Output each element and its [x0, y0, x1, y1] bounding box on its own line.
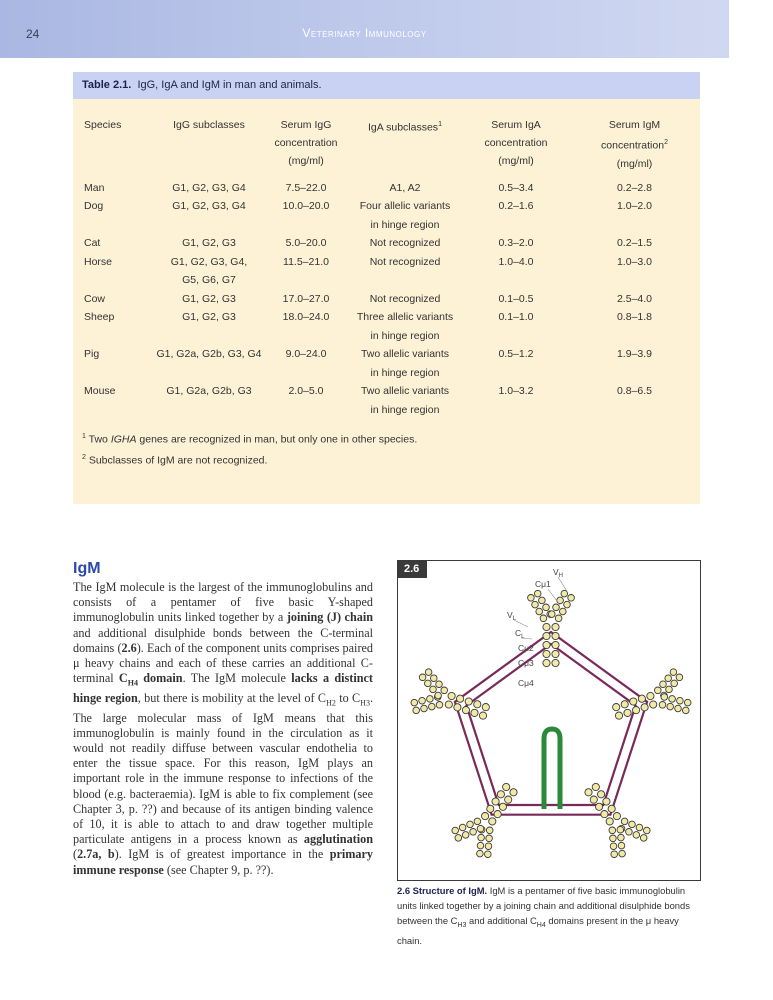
ig-domain: [543, 604, 550, 611]
ig-domain: [435, 692, 442, 699]
col-header-iga-subclasses: [347, 116, 463, 173]
label-cmu1: Cμ1: [535, 579, 551, 589]
table-row: [73, 234, 700, 253]
ig-domain: [503, 783, 510, 790]
ig-domain: [462, 832, 469, 839]
ig-domain: [676, 674, 683, 681]
ig-domain: [644, 827, 651, 834]
ig-domain: [630, 698, 637, 705]
label-vh: $V_H$: [553, 567, 564, 579]
immunoglobulin-table: [73, 116, 700, 419]
ig-domain: [539, 597, 546, 604]
cell-line: in hinge region: [370, 403, 440, 416]
ig-domain: [478, 834, 485, 841]
ig-domain: [606, 818, 613, 825]
cell-line: A1, A2: [389, 181, 421, 194]
footnote-mark: 2: [82, 454, 86, 461]
ig-domain: [474, 818, 481, 825]
table-cell-igm-conc: 1.0–2.0: [616, 200, 653, 212]
ig-domain: [430, 686, 437, 693]
table-cell-igm-conc: 0.8–1.8: [616, 311, 653, 323]
ig-domain: [624, 709, 631, 716]
header-line: (mg/ml): [616, 157, 653, 170]
body-text: The IgM molecule is the largest of the immunoglobulins and consists of a pentamer of five basic Y-shaped immunoglobulin units linked together by a: [73, 580, 373, 625]
ig-domain: [543, 623, 550, 630]
label-cmu4: Cμ4: [518, 678, 534, 688]
cell-line: G1, G2, G3: [182, 292, 236, 305]
table-cell-species: Pig: [84, 348, 100, 360]
ig-domain: [667, 703, 674, 710]
table-cell-iga-conc: 0.2–1.6: [498, 200, 534, 212]
caption-text: IgM is a pentamer of five basic immunoglobulin units linked together by a joining chain and additional disulphide bonds between the C: [397, 885, 690, 927]
label-cmu2: Cμ2: [518, 643, 534, 653]
ig-domain: [568, 595, 575, 602]
ig-domain: [419, 674, 426, 681]
ig-domain: [553, 604, 560, 611]
body-bold: [118, 671, 183, 688]
ig-domain: [621, 701, 628, 708]
ig-domain: [534, 590, 541, 597]
table-2-1: [73, 72, 700, 504]
figure-label: 2.6: [398, 561, 427, 578]
table-row: [73, 345, 700, 382]
footnote-1: [82, 433, 417, 446]
ig-domain: [619, 850, 626, 857]
table-cell-igg: [153, 290, 265, 309]
ig-domain: [487, 805, 494, 812]
ig-domain: [459, 824, 466, 831]
ig-domain: [477, 842, 484, 849]
ig-domain: [601, 811, 608, 818]
ig-domain: [555, 615, 562, 622]
figure-2-6: [397, 560, 701, 881]
table-cell-igg: [153, 308, 265, 345]
cell-line: G1, G2a, G2b, G3, G4: [156, 348, 262, 360]
igm-monomer-unit: [613, 669, 691, 719]
header-text: concentration: [601, 139, 665, 152]
table-cell-iga-sub: [347, 197, 463, 234]
ig-domain: [684, 699, 691, 706]
ig-domain: [617, 826, 624, 833]
table-cell-iga-conc: 1.0–4.0: [498, 255, 534, 268]
table-caption-text: IgG, IgA and IgM in man and animals.: [137, 79, 322, 91]
disulphide-bond-ring: [455, 632, 647, 815]
caption-label: 2.6 Structure of IgM.: [397, 885, 488, 896]
ig-domain: [603, 798, 610, 805]
table-row: [73, 290, 700, 309]
ig-domain: [467, 821, 474, 828]
ig-domain: [610, 843, 617, 850]
j-chain: [544, 729, 560, 809]
cell-line: Not recognized: [369, 237, 441, 249]
ig-domain: [650, 701, 657, 708]
pentamer-units: [411, 590, 691, 857]
disulphide-links: [455, 632, 647, 815]
body-subscript: H4: [127, 678, 138, 688]
table-cell-iga-conc: 0.1–0.5: [498, 292, 534, 305]
label-vl: $V_L$: [507, 610, 517, 622]
body-text: ). Each of the component units comprises paired μ heavy chains and each of these carries an additional C-terminal: [73, 640, 374, 686]
ig-domain: [655, 687, 662, 694]
ig-domain: [543, 659, 550, 666]
cell-line: Two allelic variants: [360, 385, 450, 397]
ig-domain: [482, 704, 489, 711]
caption-text: domains present in the μ heavy chain.: [397, 915, 679, 947]
cell-line: Two allelic variants: [360, 348, 450, 360]
ig-domain: [532, 601, 539, 608]
cell-line: Three allelic variants: [356, 311, 454, 323]
body-text: to C: [335, 690, 361, 705]
ig-domain: [427, 696, 434, 703]
table-cell-igm-conc: 0.8–6.5: [616, 385, 653, 397]
ig-domain: [633, 832, 640, 839]
ig-domain: [609, 827, 616, 834]
ig-domain: [421, 705, 428, 712]
caption-text: and additional C: [466, 915, 537, 927]
igm-monomer-unit: [411, 669, 489, 719]
table-cell-species: Man: [84, 181, 105, 194]
col-header-igg-subclasses: IgG subclasses: [173, 119, 245, 131]
label-cl: $C_L$: [515, 628, 525, 640]
table-cell-igg-conc: 18.0–24.0: [282, 311, 330, 323]
table-cell-iga-sub: [347, 308, 463, 345]
body-subscript: H3: [360, 698, 370, 708]
ig-domain: [638, 695, 645, 702]
table-cell-igm-conc: 0.2–2.8: [616, 181, 653, 194]
table-cell-species: Cow: [84, 292, 106, 305]
disulphide-bond-ring: [466, 644, 635, 805]
table-cell-iga-sub: [347, 290, 463, 309]
table-cell-igg-conc: 5.0–20.0: [285, 237, 327, 249]
figure-caption: [397, 883, 697, 949]
footnote-2: [82, 454, 267, 467]
ig-domain: [615, 712, 622, 719]
ig-domain: [590, 796, 597, 803]
footnote-mark: 2: [664, 139, 668, 146]
footnote-text: Subclasses of IgM are not recognized.: [88, 454, 268, 467]
ig-domain: [683, 707, 690, 714]
header-line: Serum IgM: [608, 119, 661, 131]
ig-domain: [640, 835, 647, 842]
ig-domain: [675, 705, 682, 712]
table-cell-igg: [153, 253, 265, 290]
ig-domain: [486, 827, 493, 834]
ig-domain: [592, 783, 599, 790]
ig-domain: [485, 843, 492, 850]
ig-domain: [477, 825, 484, 832]
ig-domain: [474, 701, 481, 708]
table-cell-igg: [153, 345, 265, 382]
ig-domain: [492, 798, 499, 805]
ig-domain: [510, 789, 517, 796]
header-line: [572, 134, 697, 155]
table-cell-igg-conc: 17.0–27.0: [282, 292, 330, 305]
body-text: (: [73, 847, 78, 862]
cell-line: in hinge region: [370, 329, 440, 342]
table-cell-iga-conc: 0.1–1.0: [498, 311, 534, 323]
ig-domain: [552, 632, 559, 639]
table-cell-igg-conc: 10.0–20.0: [282, 200, 330, 212]
cell-line: G1, G2a, G2b, G3: [166, 385, 252, 397]
ig-domain: [425, 669, 432, 676]
ig-domain: [552, 623, 559, 630]
table-cell-species: Sheep: [84, 311, 115, 323]
table-cell-igm-conc: 1.0–3.0: [616, 255, 653, 268]
ig-domain: [457, 695, 464, 702]
header-line: Serum IgG: [280, 119, 332, 131]
body-text: , but there is mobility at the level of C: [137, 690, 327, 705]
cell-line: in hinge region: [370, 366, 440, 379]
table-cell-igm-conc: 0.2–1.5: [616, 237, 653, 249]
cell-line: Not recognized: [369, 292, 441, 305]
body-bold: primary immune response: [73, 847, 374, 877]
ig-domain: [611, 851, 618, 858]
ig-domain: [543, 641, 550, 648]
cell-line: in hinge region: [370, 218, 440, 231]
table-cell-species: Dog: [84, 200, 104, 212]
footnote-mark: 1: [82, 433, 86, 440]
ig-domain: [629, 821, 636, 828]
ig-domain: [479, 712, 486, 719]
body-bold: lacks a distinct hinge region: [73, 671, 373, 705]
table-cell-igg-conc: 9.0–24.0: [285, 348, 327, 360]
body-text: ). IgM is of greatest importance in the: [114, 847, 330, 862]
table-cell-igg-conc: 2.0–5.0: [288, 385, 324, 397]
figure-reference: 2.6: [121, 640, 137, 655]
caption-subscript: H4: [536, 922, 546, 930]
table-row: [73, 253, 700, 290]
ig-domain: [536, 608, 543, 615]
table-cell-igm-conc: 2.5–4.0: [616, 292, 653, 305]
cell-line: G1, G2, G3, G4: [172, 200, 246, 212]
ig-domain: [557, 597, 564, 604]
ig-domain: [621, 818, 628, 825]
ig-domain: [585, 789, 592, 796]
ig-domain: [540, 615, 547, 622]
ig-domain: [598, 791, 605, 798]
body-subscript: H2: [326, 698, 336, 708]
ig-domain: [497, 791, 504, 798]
header-line: concentration: [274, 137, 338, 149]
page-header: [0, 0, 729, 58]
figure-reference: 2.7a, b: [77, 847, 115, 862]
cell-line: G1, G2, G3, G4: [172, 181, 246, 194]
ig-domain: [411, 699, 418, 706]
ig-domain: [455, 835, 462, 842]
ig-domain: [552, 650, 559, 657]
col-header-serum-igm: [569, 116, 700, 173]
ig-domain: [489, 818, 496, 825]
ig-domain: [436, 681, 443, 688]
ig-domain: [560, 608, 567, 615]
table-cell-iga-conc: 0.5–1.2: [498, 348, 534, 360]
ig-domain: [666, 686, 673, 693]
body-paragraph: [73, 580, 373, 878]
body-text: . The IgM molecule: [182, 671, 292, 686]
body-bold: joining (J) chain: [286, 610, 373, 625]
cell-line: G5, G6, G7: [182, 274, 236, 286]
footnote-italic: IGHA: [110, 433, 137, 446]
ig-domain: [670, 669, 677, 676]
table-cell-iga-sub: [347, 253, 463, 290]
table-header-row: [73, 116, 700, 173]
ig-domain: [613, 704, 620, 711]
igm-pentamer-diagram: [398, 561, 700, 880]
table-cell-igg: [153, 197, 265, 234]
label-cmu3: Cμ3: [518, 658, 534, 668]
ig-domain: [471, 709, 478, 716]
body-text: (see Chapter 9, p. ??).: [163, 862, 274, 877]
ig-domain: [669, 696, 676, 703]
table-caption-label: Table 2.1.: [82, 79, 132, 91]
ig-domain: [608, 805, 615, 812]
table-cell-iga-sub: [347, 179, 463, 198]
ig-domain: [671, 680, 678, 687]
ig-domain: [613, 813, 620, 820]
table-row: [73, 179, 700, 198]
table-cell-iga-conc: 1.0–3.2: [498, 385, 534, 397]
header-line: concentration: [484, 137, 548, 149]
header-line: (mg/ml): [288, 155, 324, 167]
ig-domain: [452, 827, 459, 834]
ig-domain: [610, 835, 617, 842]
ig-domain: [448, 692, 455, 699]
table-cell-iga-sub: [347, 345, 463, 382]
caption-subscript: H3: [457, 922, 467, 930]
table-cell-igg: [153, 179, 265, 198]
cell-line: G1, G2, G3: [182, 311, 236, 323]
header-line: Serum IgA: [491, 119, 541, 131]
table-cell-species: Cat: [84, 237, 101, 249]
ig-domain: [505, 796, 512, 803]
ig-domain: [494, 811, 501, 818]
page-number: 24: [26, 27, 40, 41]
table-row: [73, 197, 700, 234]
col-header-serum-igg: [265, 116, 347, 173]
ig-domain: [641, 704, 648, 711]
col-header-species: Species: [84, 119, 122, 131]
table-row: [73, 308, 700, 345]
ig-domain: [618, 842, 625, 849]
ig-domain: [482, 813, 489, 820]
ig-domain: [636, 824, 643, 831]
ig-domain: [549, 611, 556, 618]
table-cell-igg-conc: 7.5–22.0: [285, 181, 327, 194]
ig-domain: [596, 803, 603, 810]
ig-domain: [445, 701, 452, 708]
header-text: IgA subclasses: [368, 121, 439, 134]
footnote-text: Two: [88, 433, 111, 446]
ig-domain: [431, 675, 438, 682]
col-header-serum-iga: [463, 116, 569, 173]
ig-domain: [477, 850, 484, 857]
ig-domain: [626, 829, 633, 836]
ig-domain: [647, 692, 654, 699]
ig-domain: [485, 851, 492, 858]
ig-domain: [413, 707, 420, 714]
footnote-mark: 1: [438, 121, 442, 128]
ig-domain: [543, 650, 550, 657]
ig-domain: [618, 834, 625, 841]
table-cell-igg: [153, 382, 265, 419]
footnote-text: genes are recognized in man, but only one in other species.: [136, 433, 418, 446]
table-cell-species: Mouse: [84, 385, 116, 397]
ig-domain: [429, 703, 436, 710]
table-cell-igg-conc: 11.5–21.0: [283, 255, 329, 268]
ig-domain: [419, 697, 426, 704]
ig-domain: [659, 702, 666, 709]
ig-domain: [462, 707, 469, 714]
table-cell-igm-conc: 1.9–3.9: [616, 348, 653, 360]
cell-line: G1, G2, G3, G4,: [170, 255, 248, 268]
cell-line: Not recognized: [369, 255, 441, 268]
ig-domain: [660, 681, 667, 688]
table-caption: [73, 72, 700, 99]
table-cell-iga-conc: 0.3–2.0: [498, 237, 534, 249]
ig-domain: [665, 675, 672, 682]
header-line: (mg/ml): [498, 155, 534, 167]
ig-domain: [486, 835, 493, 842]
table-cell-igg: [153, 234, 265, 253]
running-title: Veterinary Immunology: [302, 26, 427, 40]
ig-domain: [499, 803, 506, 810]
ig-domain: [633, 707, 640, 714]
ig-domain: [441, 687, 448, 694]
ig-domain: [454, 704, 461, 711]
ig-domain: [425, 680, 432, 687]
table-cell-iga-sub: [347, 382, 463, 419]
table-cell-species: Horse: [84, 255, 113, 268]
body-bold-text: domain: [137, 671, 183, 686]
cell-line: G1, G2, G3: [182, 237, 236, 249]
body-text: . The large molecular mass of IgM means that this immunoglobulin is mainly found in the circulation as it would not readily diffuse between vascular endothelia to enter the tissue space. For this reason, IgM plays an important role in the immune response to infections of the blood (e.g. bacteraemia). IgM is able to fix complement (see Chapter 3, p. ??) and because of its antigen binding valence of 10, it is able to attach to and draw together multiple particulate antigens in a process known as: [73, 690, 373, 847]
ig-domain: [436, 702, 443, 709]
section-title: IgM: [73, 560, 101, 577]
ig-domain: [564, 601, 571, 608]
cell-line: Four allelic variants: [359, 200, 451, 212]
ig-domain: [543, 632, 550, 639]
body-bold-text: C: [118, 671, 128, 686]
body-text: and additional disulphide bonds between the C-terminal domains (: [73, 625, 373, 655]
ig-domain: [552, 659, 559, 666]
ig-domain: [552, 641, 559, 648]
table-cell-iga-conc: 0.5–3.4: [498, 181, 534, 194]
table-row: [73, 382, 700, 419]
ig-domain: [465, 698, 472, 705]
ig-domain: [470, 829, 477, 836]
ig-domain: [661, 694, 668, 701]
body-bold: agglutination: [303, 832, 373, 847]
ig-domain: [528, 595, 535, 602]
ig-domain: [677, 697, 684, 704]
table-cell-iga-sub: [347, 234, 463, 253]
